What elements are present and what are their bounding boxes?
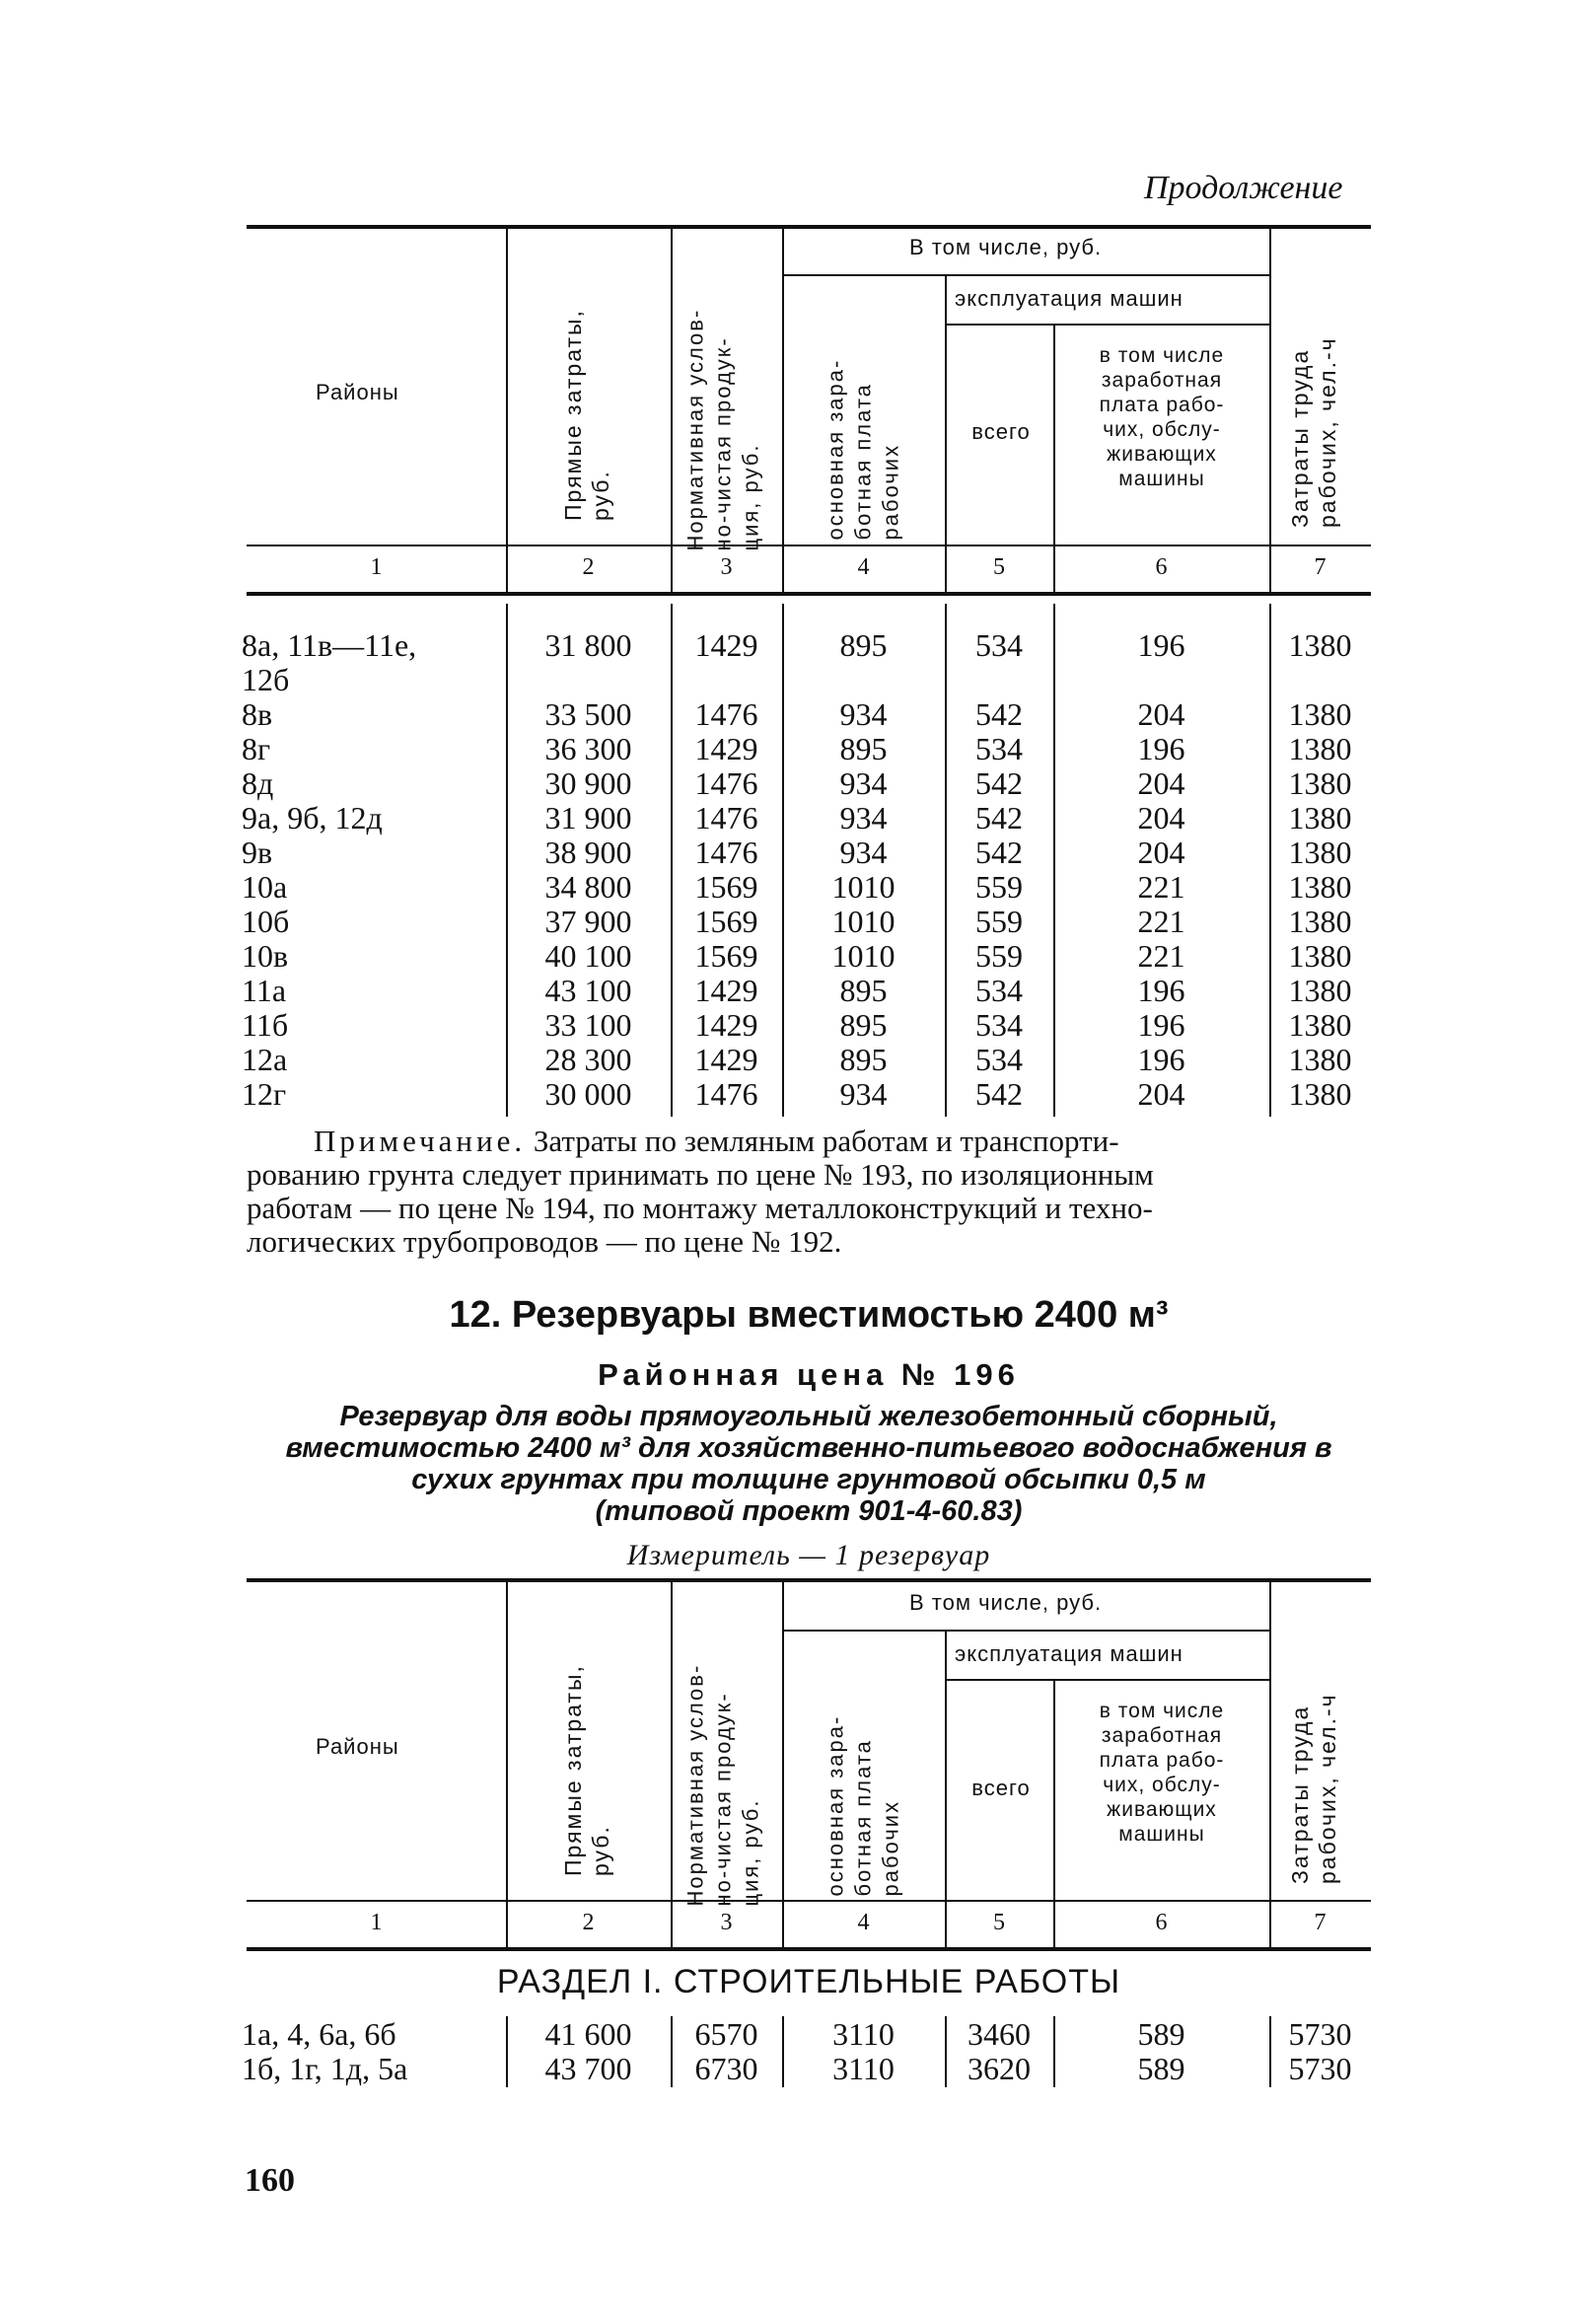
cell-direct: 34 800	[544, 869, 632, 905]
note-paragraph	[247, 1125, 1371, 1259]
description-line-4: (типовой проект 901-4-60.83)	[595, 1495, 1023, 1527]
cell-normative: 1569	[694, 938, 758, 974]
col-number-2: 2	[582, 1910, 595, 1935]
note-label: Примечание.	[314, 1124, 527, 1158]
cell-direct: 31 900	[544, 800, 632, 835]
cell-normative: 1429	[694, 1042, 758, 1077]
cell-machines-wage: 204	[1137, 835, 1185, 870]
cell-direct: 30 000	[544, 1076, 632, 1112]
region-cell: 11а	[242, 973, 287, 1008]
cell-labor: 1380	[1288, 1042, 1352, 1077]
header-regions: Районы	[316, 380, 399, 404]
cell-direct: 33 100	[544, 1007, 632, 1043]
cell-normative: 1569	[694, 869, 758, 905]
description-line-3: сухих грунтах при толщине грунтовой обсыпки 0,5 м	[411, 1464, 1206, 1495]
cell-wage: 1010	[831, 869, 896, 905]
region-cell: 1б, 1г, 1д, 5а	[242, 2051, 408, 2086]
region-cell-cont: 12б	[242, 662, 290, 697]
col-number-4: 4	[857, 1910, 870, 1935]
cell-machines-total: 534	[975, 1042, 1023, 1077]
cell-machines-total: 559	[975, 904, 1023, 939]
header-direct-costs: Прямые затраты, руб.	[560, 1664, 613, 1876]
cell-normative: 1476	[694, 1076, 758, 1112]
cell-machines-wage: 204	[1137, 765, 1185, 801]
cell-labor: 1380	[1288, 731, 1352, 766]
cell-normative: 1569	[694, 904, 758, 939]
cell-machines-total: 542	[975, 835, 1023, 870]
cell-labor: 1380	[1288, 973, 1352, 1008]
cell-wage: 895	[839, 1007, 888, 1043]
cell-normative: 1476	[694, 765, 758, 801]
note-line-3: работам — по цене № 194, по монтажу металлоконструкций и техно-	[247, 1191, 1153, 1225]
cell-direct: 33 500	[544, 696, 632, 732]
cell-labor: 1380	[1288, 1076, 1352, 1112]
cell-labor: 1380	[1288, 765, 1352, 801]
page-number: 160	[245, 2162, 295, 2199]
cell-normative: 1429	[694, 1007, 758, 1043]
cell-normative: 1429	[694, 627, 758, 663]
region-cell: 10б	[242, 904, 290, 939]
header-including-wage: в том числе заработная плата рабо- чих, обслу- живающих машины	[1099, 1700, 1225, 1846]
region-cell: 1а, 4, 6а, 6б	[242, 2016, 396, 2052]
cell-normative: 1476	[694, 696, 758, 732]
header-regions: Районы	[316, 1734, 399, 1759]
cell-wage: 934	[839, 800, 888, 835]
cell-machines-total: 534	[975, 973, 1023, 1008]
cell-wage: 3110	[832, 2016, 895, 2052]
cell-machines-total: 542	[975, 800, 1023, 835]
cell-machines-wage: 204	[1137, 696, 1185, 732]
header-total: всего	[971, 419, 1031, 444]
cell-machines-wage: 196	[1137, 1007, 1185, 1043]
region-cell: 8в	[242, 696, 273, 732]
cell-direct: 41 600	[544, 2016, 632, 2052]
col-number-7: 7	[1314, 554, 1327, 580]
cell-machines-wage: 204	[1137, 1076, 1185, 1112]
cell-machines-total: 559	[975, 938, 1023, 974]
header-base-wage: основная зара- ботная плата рабочих	[823, 358, 903, 541]
cell-machines-total: 534	[975, 1007, 1023, 1043]
cell-normative: 1476	[694, 800, 758, 835]
cell-machines-wage: 589	[1137, 2051, 1185, 2086]
col-number-1: 1	[370, 554, 383, 580]
cell-wage: 895	[839, 731, 888, 766]
header-including-wage: в том числе заработная плата рабо- чих, обслу- живающих машины	[1099, 344, 1225, 490]
cell-wage: 934	[839, 696, 888, 732]
cell-direct: 30 900	[544, 765, 632, 801]
col-number-2: 2	[582, 554, 595, 580]
cell-labor: 1380	[1288, 627, 1352, 663]
cell-wage: 895	[839, 627, 888, 663]
cell-direct: 40 100	[544, 938, 632, 974]
description-line-1: Резервуар для воды прямоугольный железобетонный сборный,	[339, 1401, 1278, 1432]
cell-labor: 1380	[1288, 869, 1352, 905]
cell-machines-total: 3460	[968, 2016, 1031, 2052]
cell-machines-wage: 196	[1137, 973, 1185, 1008]
cell-machines-wage: 221	[1137, 938, 1185, 974]
cell-normative: 1429	[694, 731, 758, 766]
cell-direct: 31 800	[544, 627, 632, 663]
col-number-6: 6	[1155, 554, 1168, 580]
cell-machines-total: 542	[975, 696, 1023, 732]
cell-direct: 38 900	[544, 835, 632, 870]
header-direct-costs: Прямые затраты, руб.	[560, 309, 613, 521]
col-number-5: 5	[993, 554, 1005, 580]
cell-direct: 43 100	[544, 973, 632, 1008]
cell-machines-total: 534	[975, 627, 1023, 663]
cell-labor: 1380	[1288, 938, 1352, 974]
header-normative-production: Нормативная услов- но-чистая продук- ция, руб.	[682, 308, 763, 551]
col-number-1: 1	[370, 1910, 383, 1935]
cell-machines-total: 542	[975, 1076, 1023, 1112]
cell-wage: 934	[839, 1076, 888, 1112]
cell-machines-wage: 196	[1137, 1042, 1185, 1077]
note-line-2: рованию грунта следует принимать по цене № 193, по изоляционным	[247, 1157, 1154, 1192]
cell-labor: 1380	[1288, 800, 1352, 835]
cell-machines-wage: 221	[1137, 869, 1185, 905]
cell-direct: 37 900	[544, 904, 632, 939]
cell-machines-total: 534	[975, 731, 1023, 766]
cell-normative: 6570	[694, 2016, 758, 2052]
col-number-7: 7	[1314, 1910, 1327, 1935]
cell-machines-wage: 196	[1137, 731, 1185, 766]
cell-wage: 934	[839, 765, 888, 801]
region-cell: 12г	[242, 1076, 287, 1112]
cell-wage: 895	[839, 973, 888, 1008]
cell-normative: 6730	[694, 2051, 758, 2086]
cell-labor: 1380	[1288, 696, 1352, 732]
measure-unit: Измеритель — 1 резервуар	[626, 1539, 991, 1571]
region-cell: 10а	[242, 869, 288, 905]
header-normative-production: Нормативная услов- но-чистая продук- ция, руб.	[682, 1663, 763, 1907]
region-cell: 12а	[242, 1042, 288, 1077]
header-including: В том числе, руб.	[909, 235, 1103, 259]
cell-machines-wage: 204	[1137, 800, 1185, 835]
cell-machines-total: 559	[975, 869, 1023, 905]
cell-wage: 895	[839, 1042, 888, 1077]
cell-labor: 5730	[1288, 2051, 1352, 2086]
region-cell: 8д	[242, 765, 274, 801]
cell-machines-wage: 221	[1137, 904, 1185, 939]
cell-direct: 28 300	[544, 1042, 632, 1077]
cell-direct: 36 300	[544, 731, 632, 766]
cell-wage: 1010	[831, 904, 896, 939]
header-labor-costs: Затраты труда рабочих, чел.-ч	[1287, 336, 1340, 528]
cell-labor: 5730	[1288, 2016, 1352, 2052]
cell-wage: 934	[839, 835, 888, 870]
region-cell: 9а, 9б, 12д	[242, 800, 383, 835]
region-cell: 9в	[242, 835, 273, 870]
price-title: Районная цена № 196	[598, 1357, 1020, 1392]
note-line-4: логических трубопроводов — по цене № 192.	[247, 1224, 842, 1259]
header-total: всего	[971, 1776, 1031, 1800]
cell-machines-wage: 589	[1137, 2016, 1185, 2052]
section-title: 12. Резервуары вместимостью 2400 м³	[449, 1294, 1169, 1336]
col-number-5: 5	[993, 1910, 1005, 1935]
cell-labor: 1380	[1288, 835, 1352, 870]
col-number-3: 3	[720, 554, 733, 580]
region-cell: 8а, 11в—11е,	[242, 627, 417, 663]
header-including: В том числе, руб.	[909, 1590, 1103, 1615]
region-cell: 8г	[242, 731, 271, 766]
cell-wage: 3110	[832, 2051, 895, 2086]
col-number-6: 6	[1155, 1910, 1168, 1935]
header-labor-costs: Затраты труда рабочих, чел.-ч	[1287, 1693, 1340, 1884]
region-cell: 11б	[242, 1007, 289, 1043]
header-machine-operation: эксплуатация машин	[955, 286, 1184, 311]
header-base-wage: основная зара- ботная плата рабочих	[823, 1714, 903, 1897]
continuation-label: Продолжение	[1144, 170, 1343, 206]
col-number-4: 4	[857, 554, 870, 580]
description	[247, 1401, 1371, 1527]
note-line-1: Затраты по земляным работам и транспорти-	[526, 1124, 1119, 1158]
header-machine-operation: эксплуатация машин	[955, 1641, 1184, 1666]
description-line-2: вместимостью 2400 м³ для хозяйственно-питьевого водоснабжения в	[285, 1432, 1332, 1464]
col-number-3: 3	[720, 1910, 733, 1935]
cell-machines-total: 542	[975, 765, 1023, 801]
cell-labor: 1380	[1288, 1007, 1352, 1043]
cell-normative: 1476	[694, 835, 758, 870]
cell-labor: 1380	[1288, 904, 1352, 939]
cell-machines-wage: 196	[1137, 627, 1185, 663]
cell-machines-total: 3620	[968, 2051, 1031, 2086]
construction-section-heading: РАЗДЕЛ I. СТРОИТЕЛЬНЫЕ РАБОТЫ	[496, 1963, 1121, 2000]
cell-direct: 43 700	[544, 2051, 632, 2086]
region-cell: 10в	[242, 938, 289, 974]
cell-wage: 1010	[831, 938, 896, 974]
cell-normative: 1429	[694, 973, 758, 1008]
